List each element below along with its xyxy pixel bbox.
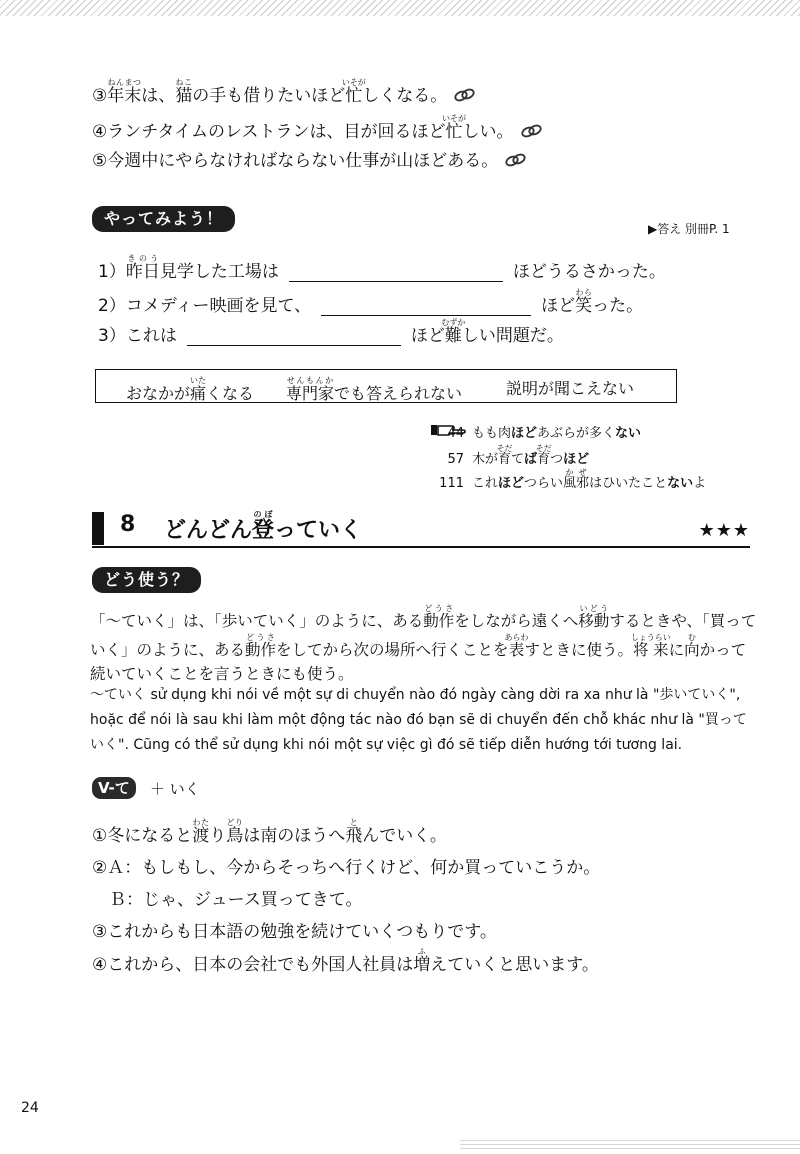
example-bottom-1: ①冬になると渡わたり鳥どりは南のほうへ飛とんでいく。 bbox=[92, 818, 447, 846]
link-icon[interactable] bbox=[504, 153, 528, 167]
usage-label: どう使う？ bbox=[92, 567, 201, 593]
xref-text: 木が育そだてば育そだつほど bbox=[472, 444, 590, 467]
xref-number: 57 bbox=[447, 452, 464, 467]
page-number: 24 bbox=[21, 1100, 39, 1116]
practice-tail: ほど難むずかしい問題だ。 bbox=[410, 318, 564, 346]
choice-option[interactable]: 説明が聞こえない bbox=[506, 379, 635, 398]
xref-number: 111 bbox=[439, 476, 464, 491]
example-text: ③年末ねんまつは、猫ねこの手も借りたいほど忙いそがしくなる。 bbox=[92, 78, 448, 106]
practice-tail: ほどうるさかった。 bbox=[512, 262, 666, 282]
example-line-4 bbox=[92, 114, 544, 142]
example-bottom-3: ③これからも日本語の勉強を続けていくつもりです。 bbox=[92, 922, 497, 942]
form-pattern: V-て bbox=[92, 777, 136, 799]
example-text: ④ランチタイムのレストランは、目が回るほど忙いそがしい。 bbox=[92, 114, 514, 142]
example-text: ⑤今週中にやらなければならない仕事が山ほどある。 bbox=[92, 151, 499, 171]
answer-blank[interactable] bbox=[289, 265, 503, 282]
form-suffix: ＋ いく bbox=[150, 780, 200, 798]
answer-blank[interactable] bbox=[187, 329, 401, 346]
link-icon[interactable] bbox=[520, 124, 544, 138]
practice-item-2 bbox=[98, 288, 643, 316]
cross-reference-111[interactable] bbox=[432, 468, 706, 491]
practice-prompt: 2）コメディー映画を見て、 bbox=[98, 296, 312, 316]
difficulty-stars: ★★★ bbox=[698, 520, 750, 541]
cross-reference-44[interactable] bbox=[432, 422, 641, 441]
chapter-title: どんどん登のぼっていく bbox=[164, 510, 363, 543]
choice-option[interactable]: おなかが痛いたくなる bbox=[126, 376, 255, 403]
xref-text: もも肉ほどあぶらが多くない bbox=[472, 426, 642, 441]
answer-reference[interactable]: ▶答え 別冊P. 1 bbox=[648, 222, 730, 236]
practice-prompt: 1）昨日きのう見学した工場は bbox=[98, 254, 279, 282]
explanation-line: 「～ていく」は、「歩いていく」のように、ある動作どうさをしながら遠くへ移動いどうするときや、「買って bbox=[90, 604, 757, 630]
example-line-5 bbox=[92, 146, 528, 171]
answer-blank[interactable] bbox=[321, 299, 531, 316]
practice-item-3 bbox=[98, 318, 564, 346]
top-hatch-decoration bbox=[0, 0, 800, 16]
explanation-jp bbox=[90, 604, 760, 686]
bottom-hatch-decoration bbox=[460, 1140, 800, 1150]
practice-label: やってみよう！ bbox=[92, 206, 235, 232]
practice-prompt: 3）これは bbox=[98, 326, 177, 346]
practice-tail: ほど笑わらった。 bbox=[541, 288, 644, 316]
explanation-line: いく」のように、ある動作どうさをしてから次の場所へ行くことを表あらわすときに使う。将来しょうらいに向むかって bbox=[90, 633, 747, 659]
cross-reference-57[interactable] bbox=[432, 444, 589, 467]
example-line-3 bbox=[92, 78, 477, 106]
explanation-vn: ～ていく sử dụng khi nói về một sự di chuyển nào đó ngày càng dời ra xa như là "歩いていく", hoặc để nói là sau khi làm một động tác nào đó bạn sẽ di chuyển đến chỗ khác như là "買っていく". Cũng có thể sử dụng khi nói một sự việc gì đó sẽ tiếp diễn hướng tới tương lai. bbox=[90, 687, 747, 753]
chapter-number: 8 bbox=[120, 512, 136, 537]
xref-number: 44 bbox=[447, 426, 464, 441]
chapter-marker bbox=[92, 512, 104, 545]
practice-item-1 bbox=[98, 254, 666, 282]
xref-text: これほどつらい風邪かぜはひいたことないよ bbox=[472, 468, 707, 491]
choice-box bbox=[95, 369, 677, 403]
example-bottom-2a: ②Ａ：もしもし、今からそっちへ行くけど、何か買っていこうか。 bbox=[92, 858, 601, 878]
example-bottom-4: ④これから、日本の会社でも外国人社員は増ふえていくと思います。 bbox=[92, 947, 599, 975]
chapter-heading bbox=[92, 510, 750, 548]
example-bottom-2b: Ｂ：じゃ、ジュース買ってきて。 bbox=[92, 890, 363, 910]
explanation-line: 続いていくことを言うときにも使う。 bbox=[90, 665, 354, 683]
choice-option[interactable]: 専門家せんもんかでも答えられない bbox=[286, 376, 463, 403]
link-icon[interactable] bbox=[453, 88, 477, 102]
